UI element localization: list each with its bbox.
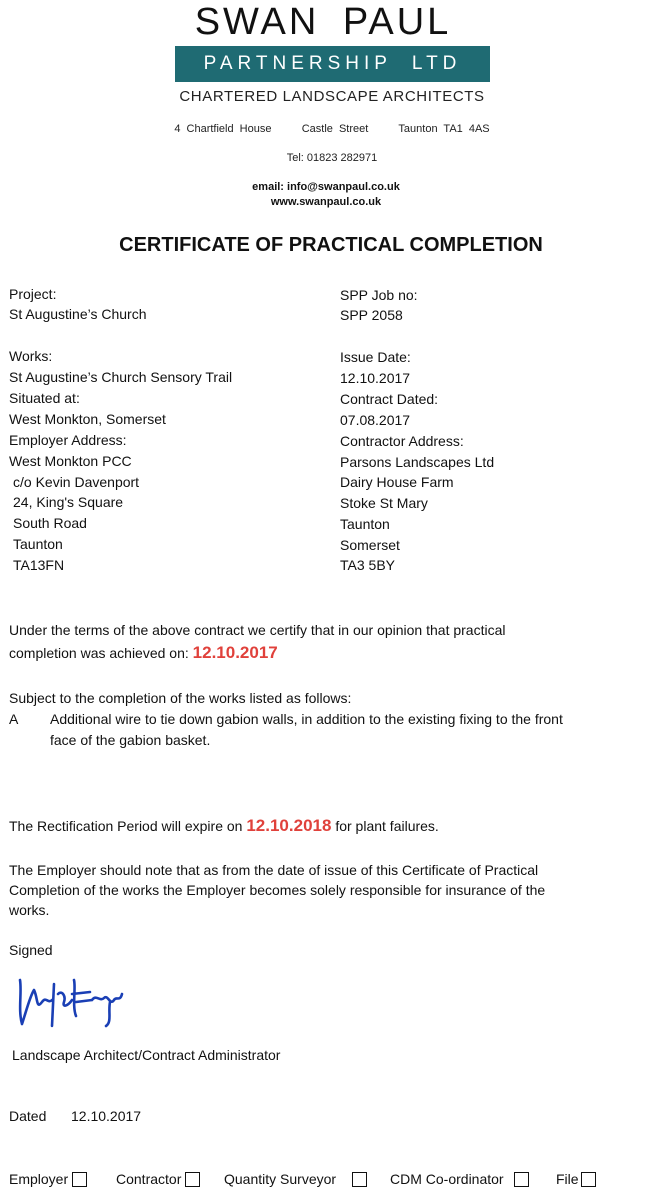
profession-line: CHARTERED LANDSCAPE ARCHITECTS [179,88,485,105]
file-label: File [556,1171,579,1187]
website-link[interactable]: www.swanpaul.co.uk [270,196,382,208]
address-part-3: Taunton TA1 4AS [398,123,490,135]
dated-value: 12.10.2017 [71,1108,142,1124]
employer-label: Employer Address: [9,432,127,448]
document-title: CERTIFICATE OF PRACTICAL COMPLETION [119,234,543,256]
job-value: SPP 2058 [340,307,403,323]
distribution-contractor [116,1171,200,1187]
rectification-text-before: The Rectification Period will expire on [9,818,243,834]
contractor-checkbox[interactable] [185,1172,200,1187]
item-line-2: face of the gabion basket. [50,732,211,748]
employer-line: South Road [13,515,87,531]
project-label: Project: [9,286,57,302]
works-value: St Augustine’s Church Sensory Trail [9,369,233,385]
address-part-1: 4 Chartfield House [174,123,272,135]
file-checkbox[interactable] [581,1172,596,1187]
address-line [0,123,646,135]
employer-label: Employer [9,1171,69,1187]
contract-label: Contract Dated: [340,391,439,407]
company-name: SWAN PAUL [194,1,452,43]
quantity-surveyor-checkbox[interactable] [352,1172,367,1187]
cdm-label: CDM Co-ordinator [390,1171,504,1187]
distribution-file [556,1171,596,1187]
job-label: SPP Job no: [340,287,418,303]
insurance-line-2: Completion of the works the Employer becomes solely responsible for insurance of the [9,882,546,898]
terms-line-1: Under the terms of the above contract we certify that in our opinion that practical [9,622,506,638]
distribution-quantity-surveyor [224,1171,367,1187]
dated-label: Dated [9,1108,47,1124]
issue-value: 12.10.2017 [340,370,411,386]
item-line-1: Additional wire to tie down gabion walls, in addition to the existing fixing to the front [50,711,563,727]
distribution-cdm [390,1171,529,1187]
terms-line-2 [9,642,278,664]
employer-line: Taunton [13,536,63,552]
cdm-checkbox[interactable] [514,1172,529,1187]
insurance-line-1: The Employer should note that as from the date of issue of this Certificate of Practical [9,862,539,878]
signatory-role: Landscape Architect/Contract Administrator [12,1047,281,1063]
signed-label: Signed [9,942,53,958]
signature-image [12,972,137,1032]
situated-value: West Monkton, Somerset [9,411,166,427]
project-value: St Augustine’s Church [9,306,147,322]
contractor-label: Contractor [116,1171,182,1187]
insurance-line-3: works. [9,902,50,918]
contractor-line: Somerset [340,537,400,553]
rectification-date: 12.10.2018 [246,816,332,835]
works-label: Works: [9,348,53,364]
distribution-employer [9,1171,87,1187]
completion-date: 12.10.2017 [192,643,278,662]
employer-line: West Monkton PCC [9,453,132,469]
employer-line: c/o Kevin Davenport [13,474,140,490]
contractor-line: Parsons Landscapes Ltd [340,454,495,470]
rectification-text-after: for plant failures. [335,818,439,834]
contractor-line: Dairy House Farm [340,474,454,490]
employer-line: TA13FN [13,557,65,573]
contractor-label: Contractor Address: [340,433,464,449]
rectification-line [9,815,439,837]
subject-line: Subject to the completion of the works listed as follows: [9,690,352,706]
contract-value: 07.08.2017 [340,412,411,428]
situated-label: Situated at: [9,390,80,406]
employer-checkbox[interactable] [72,1172,87,1187]
address-part-2: Castle Street [301,123,369,135]
telephone: Tel: 01823 282971 [286,152,378,164]
company-sub-title: PARTNERSHIP LTD [203,53,462,74]
employer-line: 24, King's Square [13,494,124,510]
contractor-line: Taunton [340,516,390,532]
item-letter: A [9,711,19,727]
email-link[interactable]: email: info@swanpaul.co.uk [252,181,400,193]
contractor-line: TA3 5BY [340,557,395,573]
terms-line-2-text: completion was achieved on: [9,645,189,661]
quantity-surveyor-label: Quantity Surveyor [224,1171,337,1187]
contractor-line: Stoke St Mary [340,495,428,511]
issue-label: Issue Date: [340,349,411,365]
